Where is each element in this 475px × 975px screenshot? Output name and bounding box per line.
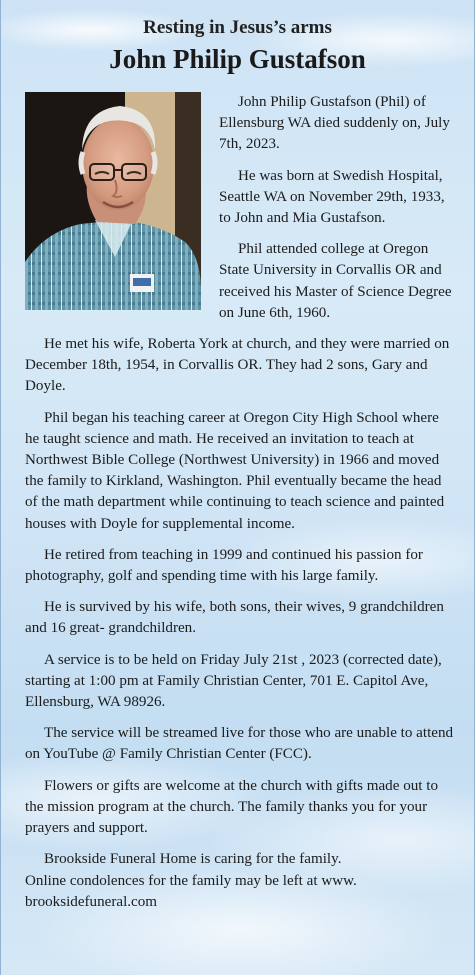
paragraph-education: Phil attended college at Oregon State University in Corvallis OR and received his Master of Science Degree on June 6th, 1960. xyxy=(219,241,452,321)
obituary-header xyxy=(1,0,474,76)
obituary-body xyxy=(25,92,455,913)
paragraph-service: A service is to be held on Friday July 21st , 2023 (corrected date), starting at 1:00 pm at Family Christian Center, 701 E. Capitol Ave, Ellensburg, WA 98926. xyxy=(25,651,442,711)
paragraph-career: Phil began his teaching career at Oregon City High School where he taught science and math. He received an invitation to teach at Northwest Bible College (Northwest University) in 1966 and moved the family to Kirkland, Washington. Phil eventually became the head of the math department while continuing to teach science and painted houses with Doyle for supplemental income. xyxy=(25,409,445,532)
paragraph-livestream: The service will be streamed live for those who are unable to attend on YouTube @ Family Christian Center (FCC). xyxy=(25,725,454,763)
paragraph-retirement: He retired from teaching in 1999 and continued his passion for photography, golf and spending time with his large family. xyxy=(25,546,423,585)
deceased-name: John Philip Gustafson xyxy=(109,44,366,74)
header-subtitle: Resting in Jesus’s arms xyxy=(143,17,332,38)
paragraph-birth: He was born at Swedish Hospital, Seattle WA on November 29th, 1933, to John and Mia Gustafson. xyxy=(219,167,445,227)
portrait-photo xyxy=(25,92,201,310)
paragraph-marriage: He met his wife, Roberta York at church, and they were married on December 18th, 1954, in Corvallis OR. They had 2 sons, Gary and Doyle. xyxy=(25,336,450,395)
paragraph-flowers: Flowers or gifts are welcome at the church with gifts made out to the mission program at the church. The family thanks you for your prayers and support. xyxy=(25,777,439,837)
condolences-line: Online condolences for the family may be left at www. brooksidefuneral.com xyxy=(25,872,357,910)
portrait-illustration xyxy=(25,92,201,310)
paragraph-funeral-home xyxy=(25,849,455,913)
paragraph-survivors: He is survived by his wife, both sons, their wives, 9 grandchildren and 16 great- grandchildren. xyxy=(25,599,444,637)
paragraph-death: John Philip Gustafson (Phil) of Ellensburg WA died suddenly on, July 7th, 2023. xyxy=(219,94,450,153)
funeral-home-line: Brookside Funeral Home is caring for the family. xyxy=(44,851,342,868)
